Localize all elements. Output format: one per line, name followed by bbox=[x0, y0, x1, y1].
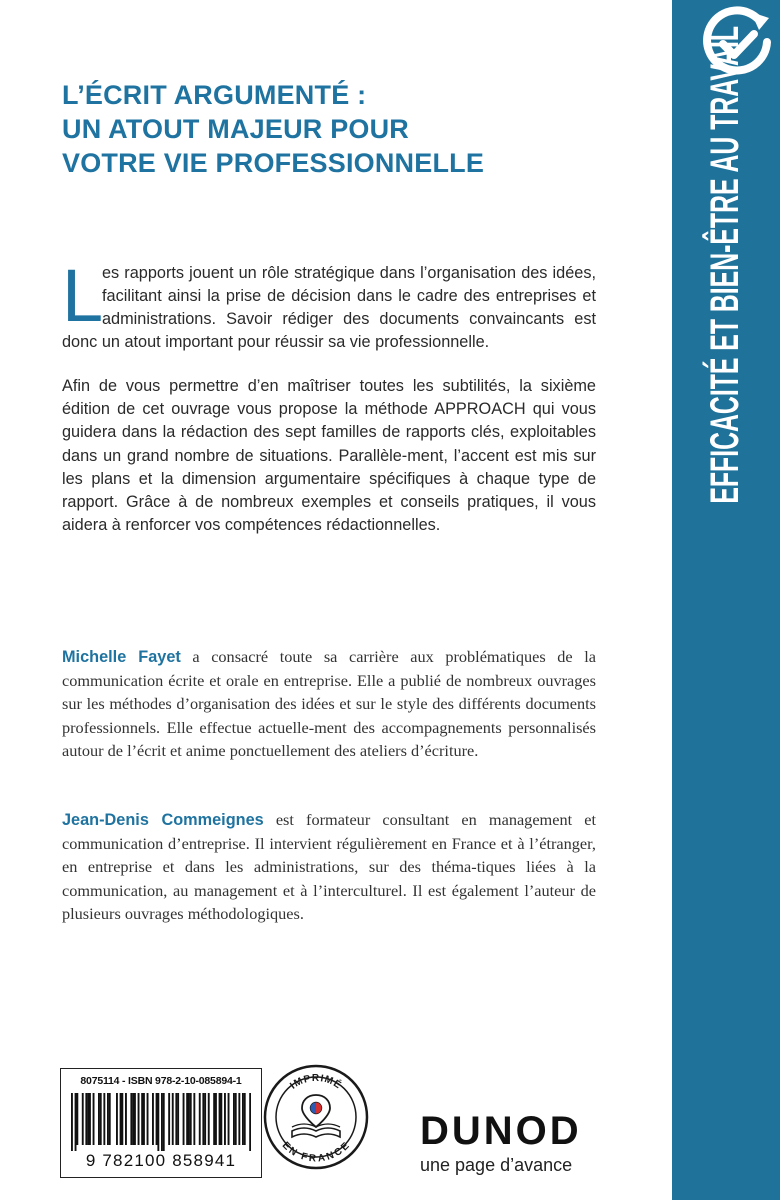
barcode-bar bbox=[76, 1093, 78, 1145]
author-bio-text-2: est formateur consultant en management et communication d’entreprise. Il intervient régulièrement en France et à l’étranger, en entreprise et dans les administrations, sur des théma-tiques liées à la communication, au management et à l’interculturel. Il est également l’auteur de plusieurs ouvrages méthodologiques. bbox=[62, 810, 596, 923]
imprime-en-france-seal bbox=[262, 1063, 370, 1171]
barcode-bar bbox=[120, 1093, 122, 1145]
barcode-bar bbox=[219, 1093, 221, 1145]
barcode-bar bbox=[93, 1093, 95, 1145]
barcode-bar bbox=[190, 1093, 192, 1145]
barcode-bar bbox=[138, 1093, 140, 1145]
author-bio-2 bbox=[62, 808, 596, 925]
barcode-bar bbox=[130, 1093, 132, 1145]
publisher-tagline: une page d’avance bbox=[420, 1155, 573, 1175]
barcode-bar bbox=[208, 1093, 210, 1145]
barcode-bar bbox=[109, 1093, 111, 1145]
intro-text: es rapports jouent un rôle stratégique dans l’organisation des idées, facilitant ainsi la prise de décision dans le cadre des entreprises et administrations. Savoir rédiger des documents convaincants est donc un atout important pour réussir sa vie professionnelle. bbox=[62, 264, 596, 351]
barcode-bar bbox=[244, 1093, 246, 1145]
series-title-text: EFFICACITÉ ET BIEN-ÊTRE AU TRAVAIL bbox=[703, 26, 747, 504]
barcode-bar bbox=[71, 1093, 73, 1151]
author-name-2: Jean-Denis Commeignes bbox=[62, 811, 264, 829]
barcode-bar bbox=[199, 1093, 201, 1145]
barcode-bar bbox=[85, 1093, 87, 1145]
series-title bbox=[697, 26, 753, 650]
barcode-bar bbox=[186, 1093, 188, 1145]
barcode-bar bbox=[125, 1093, 127, 1145]
barcode-bar bbox=[215, 1093, 217, 1145]
barcode-bar bbox=[177, 1093, 179, 1145]
publisher-name: DUNOD bbox=[420, 1109, 582, 1153]
barcode-bar bbox=[238, 1093, 240, 1145]
barcode-bar bbox=[168, 1093, 170, 1145]
barcode-bar bbox=[188, 1093, 190, 1145]
barcode-bar bbox=[172, 1093, 174, 1145]
barcode-bar bbox=[152, 1093, 154, 1145]
seal-bottom-text: EN FRANCE bbox=[279, 1139, 353, 1165]
barcode-bar bbox=[175, 1093, 177, 1145]
barcode-bar bbox=[98, 1093, 100, 1145]
barcode-bar bbox=[87, 1093, 89, 1145]
description-paragraph: Afin de vous permettre d’en maîtriser toutes les subtilités, la sixième édition de cet ouvrage vous propose la méthode APPROACH qui vous guidera dans la rédaction des sept familles de rapports clés, exploitables dans un grand nombre de situations. Parallèle-ment, l’accent est mis sur les plans et la dimension argumentaire spécifiques à chaque type de rapport. Grâce à de nombreux exemples et conseils pratiques, il vous aidera à renforcer vos compétences rédactionnelles. bbox=[62, 377, 596, 535]
author-name-1: Michelle Fayet bbox=[62, 648, 181, 666]
barcode-bar bbox=[157, 1093, 159, 1151]
seal-top-text: IMPRIMÉ bbox=[288, 1073, 344, 1092]
barcode-bar bbox=[89, 1093, 91, 1145]
barcode-bar bbox=[121, 1093, 123, 1145]
barcode-bar bbox=[233, 1093, 235, 1145]
barcode-bars bbox=[71, 1093, 251, 1151]
author-bio-1 bbox=[62, 645, 596, 762]
title-line-1: L’ÉCRIT ARGUMENTÉ : bbox=[62, 80, 367, 110]
barcode-bar bbox=[141, 1093, 143, 1145]
title-line-2: UN ATOUT MAJEUR POUR bbox=[62, 114, 410, 144]
barcode-bar bbox=[75, 1093, 77, 1151]
barcode-bar bbox=[235, 1093, 237, 1145]
barcode-bar bbox=[242, 1093, 244, 1145]
barcode-bar bbox=[134, 1093, 136, 1145]
barcode-bar bbox=[156, 1093, 158, 1145]
barcode-bar bbox=[107, 1093, 109, 1145]
barcode-bar bbox=[193, 1093, 195, 1145]
book-title bbox=[62, 78, 622, 180]
title-line-3: VOTRE VIE PROFESSIONNELLE bbox=[62, 148, 485, 178]
barcode-bar bbox=[143, 1093, 145, 1145]
barcode-bar bbox=[147, 1093, 149, 1145]
publisher-logo bbox=[420, 1110, 600, 1176]
barcode-bar bbox=[82, 1093, 84, 1145]
barcode-digits: 9 782100 858941 bbox=[85, 1151, 237, 1170]
barcode-bar bbox=[204, 1093, 206, 1145]
barcode-bar bbox=[224, 1093, 226, 1145]
barcode-bar bbox=[161, 1093, 163, 1151]
barcode-bar bbox=[116, 1093, 118, 1145]
barcode-bar bbox=[220, 1093, 222, 1145]
author-bio-text-1: a consacré toute sa carrière aux problématiques de la communication écrite et orale en entreprise. Elle a publié de nombreux ouvrages sur les méthodes d’organisation des idées et sur le style des différents documents professionnels. Elle effectue actuelle-ment des accompagnements personnalisés autour de l’écrit et anime ponctuellement des ateliers d’écriture. bbox=[62, 647, 596, 760]
intro-paragraph bbox=[62, 254, 596, 362]
barcode-bar bbox=[100, 1093, 102, 1145]
barcode-bar bbox=[228, 1093, 230, 1145]
barcode bbox=[60, 1068, 262, 1178]
barcode-bar bbox=[183, 1093, 185, 1145]
isbn-label: 8075114 - ISBN 978-2-10-085894-1 bbox=[80, 1075, 242, 1087]
barcode-bar bbox=[132, 1093, 134, 1145]
barcode-bar bbox=[163, 1093, 165, 1151]
drop-cap: L bbox=[62, 254, 104, 337]
barcode-bar bbox=[202, 1093, 204, 1145]
barcode-bar bbox=[213, 1093, 215, 1145]
barcode-bar bbox=[103, 1093, 105, 1145]
barcode-bar bbox=[249, 1093, 251, 1151]
